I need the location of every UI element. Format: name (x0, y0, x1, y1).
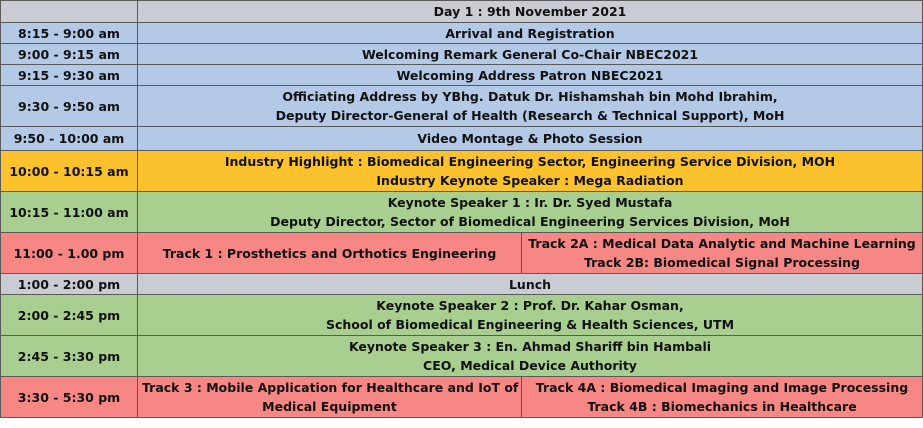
time-cell: 2:45 - 3:30 pm (1, 336, 138, 377)
session-line: Track 2A : Medical Data Analytic and Machine Learning (528, 236, 916, 251)
schedule-row (1, 151, 923, 192)
time-cell: 9:00 - 9:15 am (1, 44, 138, 65)
schedule-row (1, 192, 923, 233)
session-line: Keynote Speaker 3 : En. Ahmad Shariff bin Hambali (348, 339, 712, 354)
time-cell: 10:15 - 11:00 am (1, 192, 138, 233)
session-line: Arrival and Registration (445, 25, 615, 41)
session-cell (138, 274, 923, 295)
session-cell (138, 127, 923, 151)
session-line: Deputy Director, Sector of Biomedical Engineering Services Division, MoH (270, 214, 790, 229)
schedule-row (1, 23, 923, 44)
session-line: School of Biomedical Engineering & Health Sciences, UTM (325, 317, 735, 332)
schedule-row (1, 65, 923, 86)
session-line: Track 2B: Biomedical Signal Processing (583, 255, 861, 270)
session-line: Welcoming Remark General Co-Chair NBEC2021 (361, 46, 699, 62)
session-line: Track 4A : Biomedical Imaging and Image Processing (535, 380, 909, 395)
schedule-row (1, 336, 923, 377)
session-line: Track 4B : Biomechanics in Healthcare (587, 399, 857, 414)
session-line: Industry Highlight : Biomedical Engineering Sector, Engineering Service Division, MOH (224, 154, 836, 169)
session-cell (138, 192, 923, 233)
time-cell: 9:50 - 10:00 am (1, 127, 138, 151)
time-cell: 10:00 - 10:15 am (1, 151, 138, 192)
session-line: Track 1 : Prosthetics and Orthotics Engineering (162, 245, 497, 261)
schedule-row (1, 127, 923, 151)
session-cell (138, 44, 923, 65)
schedule-row (1, 44, 923, 65)
day-title: Day 1 : 9th November 2021 (138, 1, 923, 23)
schedule-row (1, 274, 923, 295)
time-cell: 9:15 - 9:30 am (1, 65, 138, 86)
session-line: Keynote Speaker 2 : Prof. Dr. Kahar Osman, (376, 298, 684, 313)
time-cell: 3:30 - 5:30 pm (1, 377, 138, 418)
time-cell: 8:15 - 9:00 am (1, 23, 138, 44)
session-cell (138, 295, 923, 336)
session-line: Deputy Director-General of Health (Research & Technical Support), MoH (275, 108, 785, 123)
track-right-cell (522, 377, 923, 418)
time-cell: 2:00 - 2:45 pm (1, 295, 138, 336)
session-line: Track 3 : Mobile Application for Healthcare and IoT of (142, 380, 519, 395)
session-line: Medical Equipment (262, 399, 397, 414)
session-line: Officiating Address by YBhg. Datuk Dr. Hishamshah bin Mohd Ibrahim, (282, 89, 778, 104)
track-right-cell (522, 233, 923, 274)
session-line: Industry Keynote Speaker : Mega Radiation (376, 173, 684, 188)
track-left-cell (138, 233, 522, 274)
session-cell (138, 23, 923, 44)
session-line: Video Montage & Photo Session (417, 131, 643, 146)
time-cell: 9:30 - 9:50 am (1, 86, 138, 127)
header-row (1, 1, 923, 23)
time-cell: 1:00 - 2:00 pm (1, 274, 138, 295)
session-line: Lunch (508, 276, 552, 292)
session-line: Keynote Speaker 1 : Ir. Dr. Syed Mustafa (387, 195, 673, 210)
session-line: CEO, Medical Device Authority (423, 358, 637, 373)
header-time-cell (1, 1, 138, 23)
track-left-cell (138, 377, 522, 418)
time-cell: 11:00 - 1.00 pm (1, 233, 138, 274)
session-cell (138, 151, 923, 192)
schedule-row (1, 295, 923, 336)
session-cell (138, 65, 923, 86)
schedule-row (1, 86, 923, 127)
session-line: Welcoming Address Patron NBEC2021 (396, 67, 664, 83)
schedule-row (1, 233, 923, 274)
session-cell (138, 336, 923, 377)
session-cell (138, 86, 923, 127)
schedule-row (1, 377, 923, 418)
